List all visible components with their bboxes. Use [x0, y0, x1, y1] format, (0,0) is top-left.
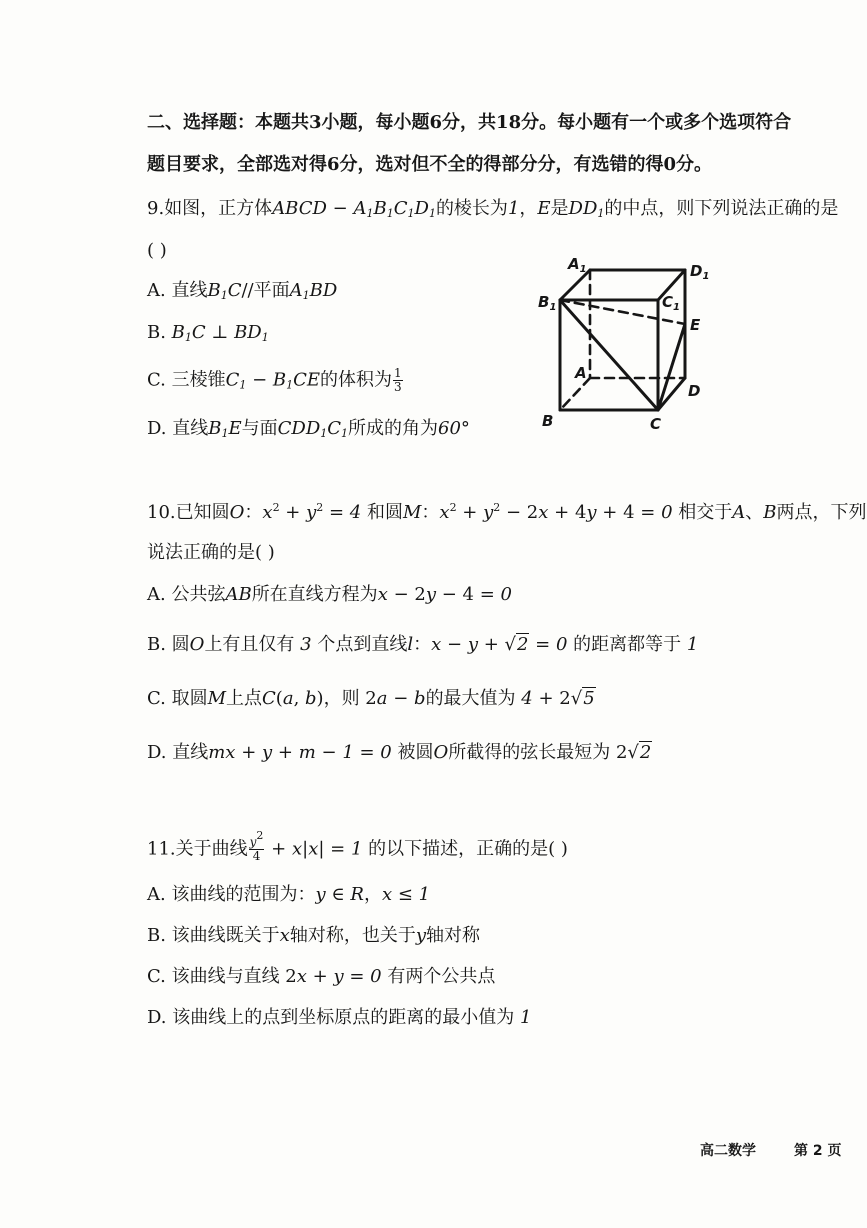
section-header-line1: 二、选择题：本题共3小题，每小题6分，共18分。每小题有一个或多个选项符合 — [147, 112, 792, 133]
page-footer — [700, 1140, 842, 1160]
label-a: A — [575, 364, 587, 382]
question-9-option-a[interactable]: A. 直线$B_1C//$平面$A_1BD$ — [147, 280, 338, 302]
question-11-stem: 11.关于曲线 $\frac{y^2}{4}$ + x|x| = 1 的以下描述，正确的是( ) — [147, 829, 568, 863]
question-9-option-b[interactable]: B. $B_1C$ ⊥ $BD_1$ — [147, 322, 269, 344]
label-b1: $B_1$ — [538, 293, 557, 313]
question-9-answer-paren: ( ) — [147, 240, 167, 261]
question-9-option-c[interactable]: C. 三棱锥$C_1 - B_1CE$的体积为 $\frac{1}{3}$ — [147, 366, 402, 394]
question-10-option-b[interactable]: B. 圆O上有且仅有 3 个点到直线l：x − y + √2 = 0 的距离都等于 1 — [147, 634, 699, 655]
label-a1: $A_1$ — [568, 255, 587, 275]
footer-subject: 高二数学 — [700, 1143, 756, 1159]
question-10-stem-line2: 说法正确的是( ) — [147, 542, 275, 563]
label-e: E — [690, 316, 701, 334]
segment-c-e — [658, 324, 685, 410]
question-10-option-d[interactable]: D. 直线mx + y + m − 1 = 0 被圆O所截得的弦长最短为 2√2 — [147, 742, 652, 763]
fraction-y2-over-4: $\frac{y^2}{4}$ — [249, 829, 264, 863]
question-10-option-c[interactable]: C. 取圆M上点C(a, b)，则 2a − b的最大值为 4 + 2√5 — [147, 688, 595, 709]
section-header-line2: 题目要求，全部选对得6分，选对但不全的得部分分，有选错的得0分。 — [147, 154, 713, 175]
question-11-option-c[interactable]: C. 该曲线与直线 2x + y = 0 有两个公共点 — [147, 966, 496, 987]
label-d1: $D_1$ — [690, 262, 710, 282]
label-c1: $C_1$ — [662, 293, 680, 313]
fraction-one-third: $\frac{1}{3}$ — [394, 366, 402, 394]
cube-figure — [530, 250, 730, 440]
question-11-option-a[interactable]: A. 该曲线的范围为：y ∈ R，x ≤ 1 — [147, 884, 431, 905]
question-9-option-d[interactable]: D. 直线$B_1E$与面$CDD_1C_1$所成的角为60° — [147, 418, 470, 440]
question-9-stem: 9.如图，正方体ABCD − $A_1B_1C_1D_1$的棱长为1，E是$DD_1$的中点，则下列说法正确的是 — [147, 198, 839, 220]
label-c: C — [650, 415, 662, 433]
label-b: B — [542, 412, 554, 430]
question-10-option-a[interactable]: A. 公共弦AB所在直线方程为x − 2y − 4 = 0 — [147, 584, 512, 605]
question-11-option-d[interactable]: D. 该曲线上的点到坐标原点的距离的最小值为 1 — [147, 1007, 532, 1028]
label-d: D — [688, 382, 701, 400]
question-11-option-b[interactable]: B. 该曲线既关于x轴对称，也关于y轴对称 — [147, 925, 480, 946]
question-10-stem: 10.已知圆O：$x^2 + y^2 = 4$ 和圆M：$x^2 + y^2 - 2x + 4y + 4 = 0$ 相交于A、B两点，下列 — [147, 501, 867, 523]
footer-page-number: 第 2 页 — [794, 1143, 842, 1159]
hidden-edge-a-b — [560, 378, 590, 410]
